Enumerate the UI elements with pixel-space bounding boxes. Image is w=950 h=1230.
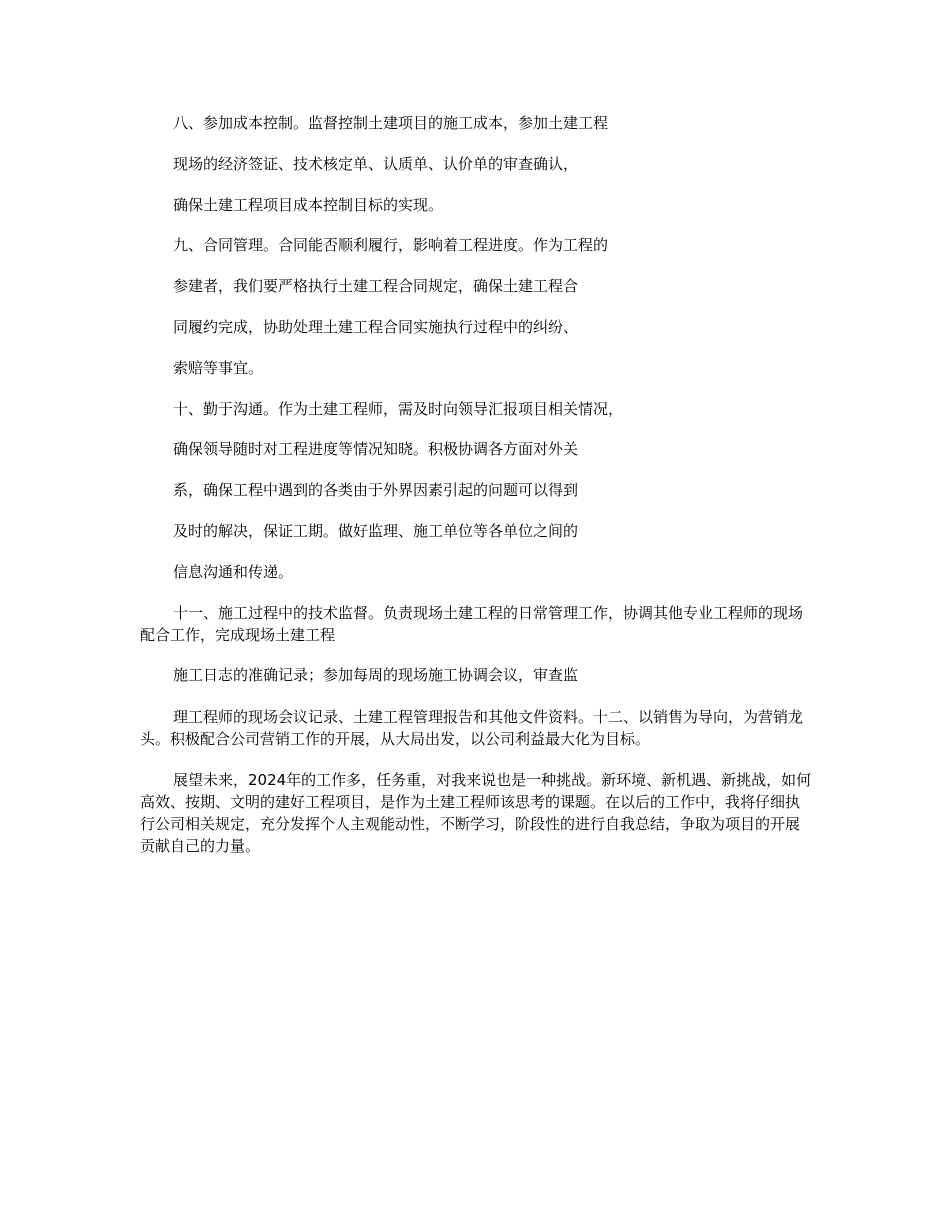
text-line: 十、勤于沟通。作为土建工程师，需及时向领导汇报项目相关情况， (173, 400, 624, 418)
text-line: 索赔等事宜。 (173, 359, 264, 377)
text-line: 九、合同管理。合同能否顺利履行，影响着工程进度。作为工程的 (173, 236, 609, 254)
text-line: 参建者，我们要严格执行土建工程合同规定，确保土建工程合 (173, 277, 579, 295)
paragraph-outlook: 展望未来，2024年的工作多，任务重，对我来说也是一种挑战。新环境、新机遇、新挑战，如何高效、按期、文明的建好工程项目，是作为土建工程师该思考的课题。在以后的工作中，我将仔细执行公司相关规定，充分发挥个人主观能动性，不断学习，阶段性的进行自我总结，争取为项目的开展贡献自己的力量。 (140, 771, 812, 855)
text-line: 确保土建工程项目成本控制目标的实现。 (173, 196, 444, 214)
text-line: 同履约完成，协助处理土建工程合同实施执行过程中的纠纷、 (173, 318, 579, 336)
text-line: 系，确保工程中遇到的各类由于外界因素引起的问题可以得到 (173, 481, 579, 499)
text-line: 及时的解决，保证工期。做好监理、施工单位等各单位之间的 (173, 522, 579, 540)
text-line: 现场的经济签证、技术核定单、认质单、认价单的审查确认， (173, 155, 579, 173)
text-line: 确保领导随时对工程进度等情况知晓。积极协调各方面对外关 (173, 440, 579, 458)
paragraph-technical-supervision: 十一、施工过程中的技术监督。负责现场土建工程的日常管理工作，协调其他专业工程师的现场配合工作，完成现场土建工程 (140, 604, 804, 644)
paragraph-sales-orientation: 理工程师的现场会议记录、土建工程管理报告和其他文件资料。十二、以销售为导向，为营销龙头。积极配合公司营销工作的开展，从大局出发，以公司利益最大化为目标。 (140, 708, 804, 748)
text-line: 施工日志的准确记录；参加每周的现场施工协调会议，审查监 (173, 666, 579, 684)
text-line: 八、参加成本控制。监督控制土建项目的施工成本，参加土建工程 (173, 114, 609, 132)
text-line: 信息沟通和传递。 (173, 563, 294, 581)
